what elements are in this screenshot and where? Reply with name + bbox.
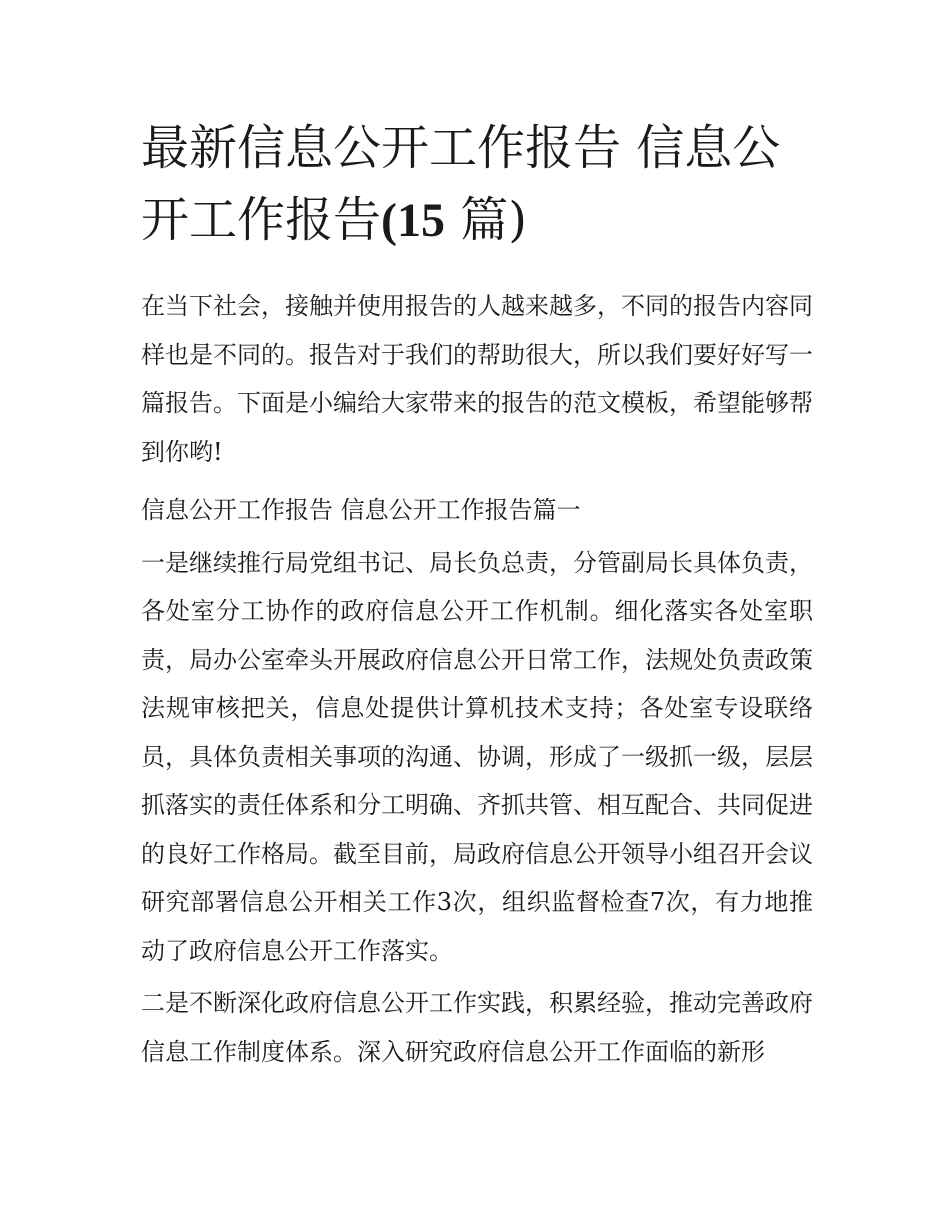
body-paragraph-2: 二是不断深化政府信息公开工作实践，积累经验，推动完善政府信息工作制度体系。深入研究政府信息公开工作面临的新形	[141, 989, 813, 1066]
document-page	[141, 112, 813, 1076]
title-count: (15	[381, 194, 445, 247]
document-title	[141, 112, 813, 257]
section-heading: 信息公开工作报告 信息公开工作报告篇一	[141, 496, 581, 524]
intro-paragraph: 在当下社会，接触并使用报告的人越来越多，不同的报告内容同样也是不同的。报告对于我们的帮助很大，所以我们要好好写一篇报告。下面是小编给大家带来的报告的范文模板，希望能够帮到你哟!	[141, 292, 813, 466]
title-suffix: 篇)	[460, 192, 527, 248]
body-paragraph-1: 一是继续推行局党组书记、局长负总责，分管副局长具体负责，各处室分工协作的政府信息公开工作机制。细化落实各处室职责，局办公室牵头开展政府信息公开日常工作，法规处负责政策法规审核把关，信息处提供计算机技术支持；各处室专设联络员，具体负责相关事项的沟通、协调，形成了一级抓一级，层层抓落实的责任体系和分工明确、齐抓共管、相互配合、共同促进的良好工作格局。截至目前，局政府信息公开领导小组召开会议研究部署信息公开相关工作3次，组织监督检查7次，有力地推动了政府信息公开工作落实。	[141, 548, 813, 965]
title-text: 最新信息公开工作报告 信息公开工作报告	[141, 120, 781, 248]
